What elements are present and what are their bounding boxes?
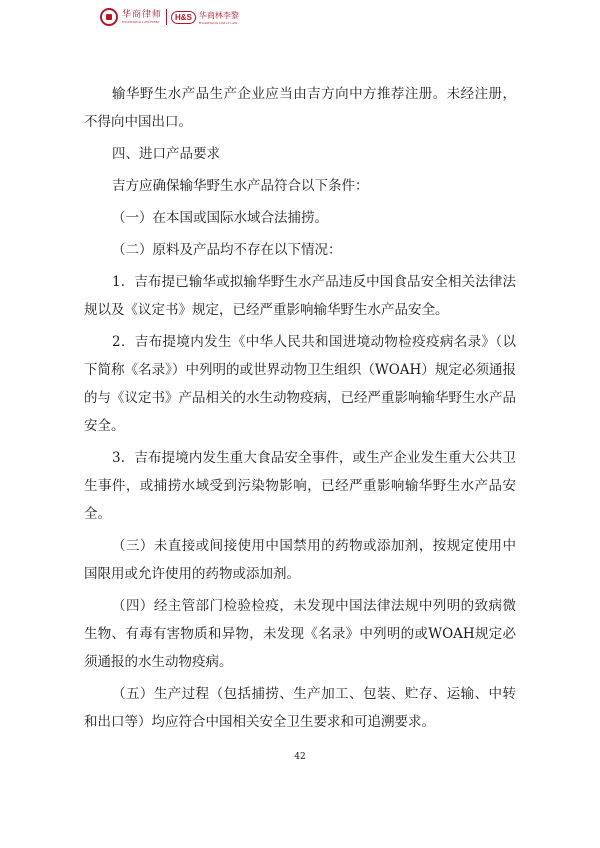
logo2-chinese-name: 华商林李黎 (198, 10, 239, 20)
logo1-english-name: HUASHANG LAW FIRM (122, 20, 159, 24)
paragraph-legal-fishing: （一）在本国或国际水域合法捕捞。 (112, 210, 328, 226)
section-heading-import-requirements: 四、进口产品要求 (112, 146, 220, 162)
paragraph-item-2: 2．吉布提境内发生《中华人民共和国进境动物检疫疫病名录》（以下简称《名录》）中列明的或世界动物卫生组织（WOAH）规定必须通报的与《议定书》产品相关的水生动物疫病，已经严重影响输华野生水产品安全。 (84, 334, 516, 434)
paragraph-production-process: （五）生产过程（包括捕捞、生产加工、包装、贮存、运输、中转和出口等）均应符合中国相关安全卫生要求和可追溯要求。 (84, 686, 516, 730)
paragraph-item-3: 3．吉布提境内发生重大食品安全事件，或生产企业发生重大公共卫生事件，或捕捞水域受到污染物影响，已经严重影响输华野生水产品安全。 (84, 450, 516, 522)
header-divider (166, 9, 167, 25)
paragraph-exclusions-intro: （二）原料及产品均不存在以下情况： (112, 242, 342, 258)
paragraph-registration: 输华野生水产品生产企业应当由吉方向中方推荐注册。未经注册，不得向中国出口。 (84, 86, 516, 130)
paragraph-inspection: （四）经主管部门检验检疫，未发现中国法律法规中列明的致病微生物、有毒有害物质和异物，未发现《名录》中列明的或WOAH规定必须通报的水生动物疫病。 (84, 598, 516, 670)
logo1-chinese-name: 华商律师 (122, 10, 163, 20)
document-body (84, 80, 516, 736)
huashang-law-logo (100, 8, 162, 26)
hs-badge-icon: H&S (171, 11, 196, 24)
page-number: 42 (294, 752, 306, 762)
paragraph-conditions-intro: 吉方应确保输华野生水产品符合以下条件： (112, 178, 369, 194)
paragraph-drugs: （三）未直接或间接使用中国禁用的药物或添加剂，按规定使用中国限用或允许使用的药物或添加剂。 (84, 538, 516, 582)
page-header (100, 6, 239, 28)
logo2-english-name: HUASHANG LIM LI LAW (198, 20, 238, 25)
paragraph-item-1: 1．吉布提已输华或拟输华野生水产品违反中国食品安全相关法律法规以及《议定书》规定，已经严重影响输华野生水产品安全。 (84, 274, 516, 318)
hs-law-logo (171, 10, 239, 25)
huashang-logo-icon (100, 8, 118, 26)
